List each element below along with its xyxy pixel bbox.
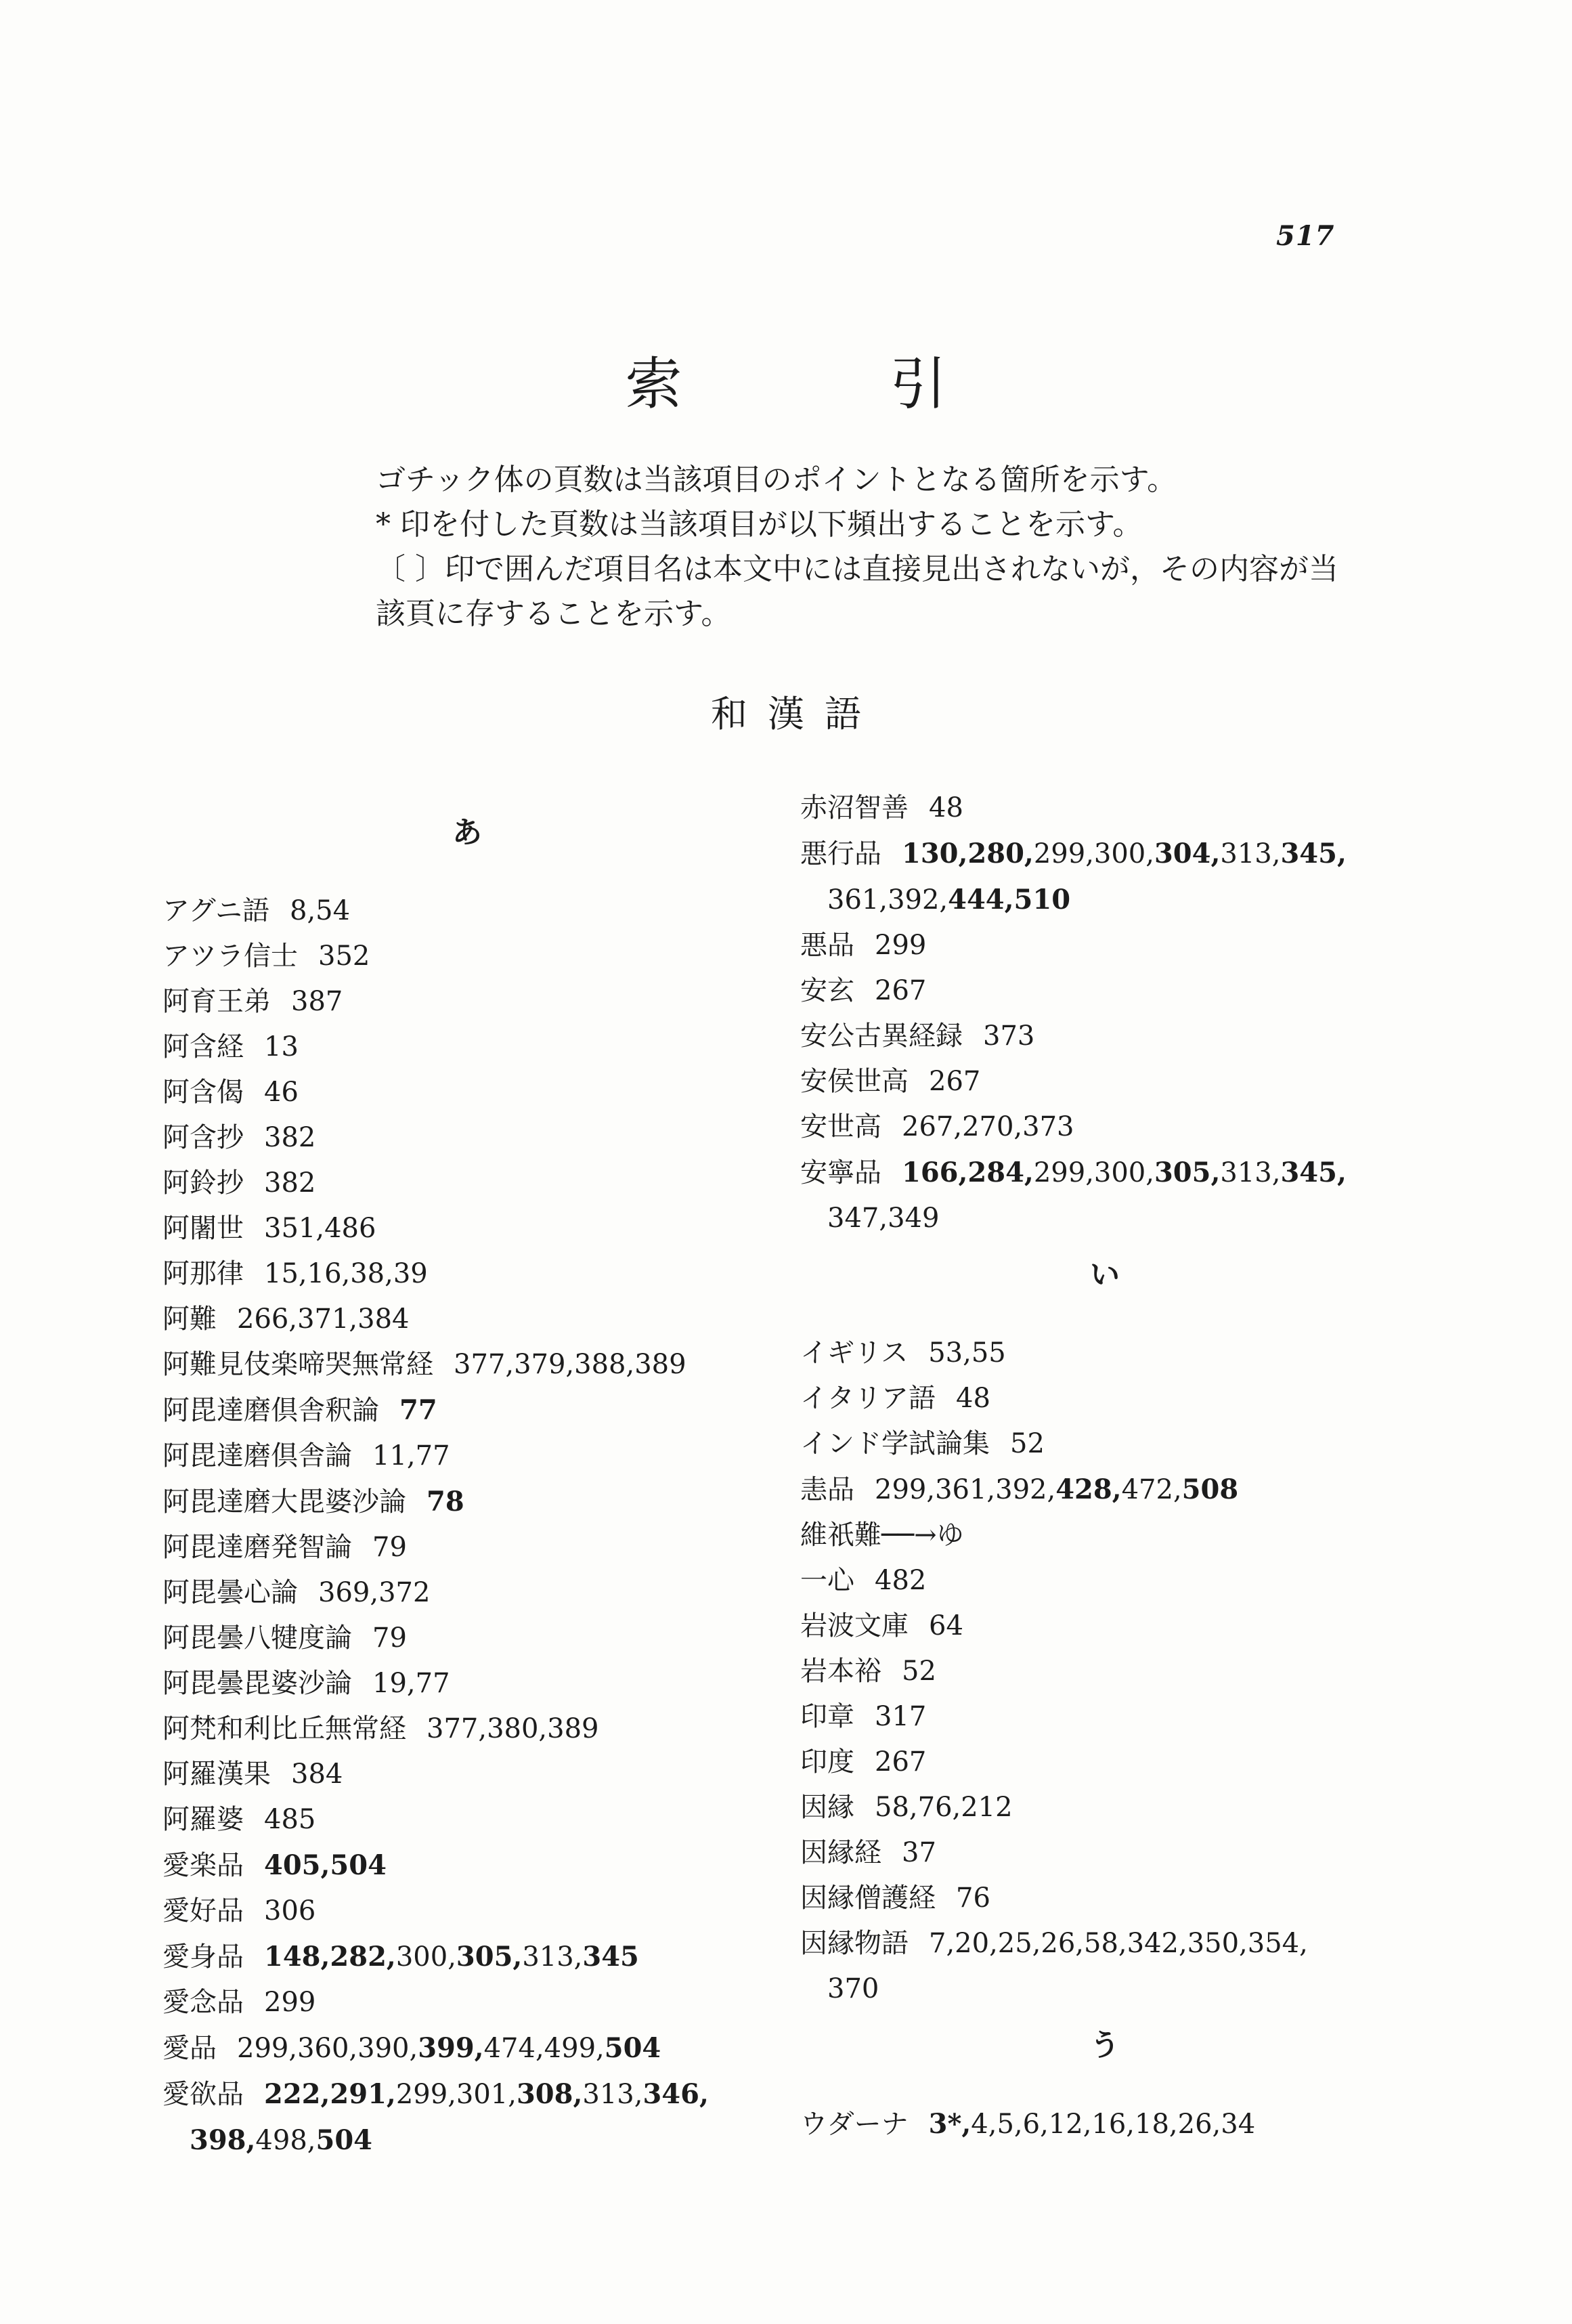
entry-term: 愛身品: [162, 1941, 244, 1973]
index-entry: [162, 1889, 772, 1934]
index-entry: [162, 1297, 772, 1342]
page-ref: 373: [983, 1020, 1035, 1052]
entry-term: 岩本裕: [800, 1656, 881, 1687]
index-column-left: [162, 799, 772, 2164]
index-entry: [162, 1843, 772, 1889]
entry-term: 阿毘曇心論: [162, 1577, 298, 1608]
index-entry: [162, 1616, 772, 1661]
page-ref: 299: [875, 930, 927, 961]
entry-term: イタリア語: [800, 1383, 936, 1414]
page-ref: 19,77: [372, 1668, 450, 1699]
page-ref: 317: [875, 1701, 927, 1732]
page-ref: 48: [956, 1383, 990, 1414]
index-entry: [800, 2101, 1410, 2147]
index-entry: [800, 1830, 1410, 1876]
entry-term: 因縁経: [800, 1837, 881, 1868]
page-ref: 382: [264, 1167, 316, 1199]
entry-term: 阿羅婆: [162, 1804, 244, 1835]
index-entry: [800, 1331, 1410, 1376]
page-ref: 313,: [522, 1941, 583, 1973]
index-entry: [162, 1161, 772, 1206]
index-entry: [162, 1387, 772, 1434]
page-ref-bold: 504: [315, 2124, 372, 2156]
index-entry: [162, 1342, 772, 1387]
entry-term: 阿那律: [162, 1258, 244, 1289]
index-entry: [162, 1980, 772, 2025]
entry-term: 阿毘曇毘婆沙論: [162, 1668, 352, 1699]
page-ref-bold: 398,: [190, 2124, 256, 2156]
entry-term: 愛楽品: [162, 1850, 244, 1881]
entry-term: 愛欲品: [162, 2079, 244, 2110]
page-ref: 64: [929, 1610, 963, 1641]
index-entry: [800, 1376, 1410, 1421]
page-ref: 369,372: [318, 1577, 431, 1608]
page-ref-bold: 78: [427, 1486, 464, 1518]
index-entry: [162, 1434, 772, 1479]
index-column-right: [800, 786, 1410, 2147]
page-ref-bold: 345,: [1280, 838, 1347, 869]
index-entry: [800, 1740, 1410, 1785]
page-ref: 299,360,390,: [237, 2033, 418, 2064]
page-ref: 52: [1010, 1428, 1045, 1459]
page-ref-bold: 346,: [642, 2078, 709, 2110]
index-entry: [800, 1604, 1410, 1649]
entry-term: 阿毘達磨発智論: [162, 1532, 352, 1563]
entry-term: 阿闍世: [162, 1213, 244, 1244]
page-ref: 472,: [1121, 1474, 1182, 1505]
entry-term: 安世高: [800, 1111, 881, 1142]
entry-term: アツラ信士: [162, 941, 298, 972]
entry-term: ウダーナ: [800, 2109, 909, 2140]
page-ref: 347,349: [827, 1203, 940, 1234]
entry-term: 愛念品: [162, 1987, 244, 2018]
page-ref: 15,16,38,39: [264, 1258, 428, 1289]
page-ref: 267: [875, 975, 927, 1006]
index-entry: [162, 1115, 772, 1161]
kana-heading: う: [1090, 2028, 1120, 2063]
entry-term: 阿含経: [162, 1031, 244, 1062]
index-entry: [162, 888, 772, 934]
index-entry: [800, 923, 1410, 968]
page-ref: 7,20,25,26,58,342,350,354,: [929, 1928, 1308, 1959]
entry-term: 維祇難──→ゆ: [800, 1520, 964, 1551]
page-ref: 299: [264, 1987, 316, 2018]
page-ref: 11,77: [372, 1440, 450, 1471]
page-ref: 4,5,6,12,16,18,26,34: [971, 2109, 1256, 2140]
page-ref-bold: 444,510: [948, 884, 1071, 916]
page-ref: 299,361,392,: [875, 1474, 1056, 1505]
page-ref-bold: 304,: [1154, 838, 1221, 869]
entry-term: 阿毘曇八犍度論: [162, 1622, 352, 1654]
page-ref: 37: [902, 1837, 936, 1868]
page-ref: 299,300,: [1033, 838, 1154, 869]
index-entry: [800, 1421, 1410, 1467]
index-entry: [800, 1785, 1410, 1830]
kana-heading: い: [1090, 1257, 1120, 1292]
note-line: ゴチック体の頁数は当該項目のポイントとなる箇所を示す。: [376, 462, 1177, 497]
entry-term: 阿含抄: [162, 1122, 244, 1153]
index-entry-continuation: [800, 1966, 1410, 2012]
index-entry: [162, 1797, 772, 1843]
page-ref: 267,270,373: [902, 1111, 1074, 1142]
page-ref-bold: 3*,: [928, 2108, 971, 2140]
entry-term: 一心: [800, 1565, 854, 1596]
page-ref-bold: 222,291,: [264, 2078, 396, 2110]
page-ref: 266,371,384: [237, 1304, 410, 1335]
page-ref: 485: [264, 1804, 316, 1835]
entry-term: 阿難: [162, 1304, 217, 1335]
page-ref: 13: [264, 1031, 299, 1062]
entry-term: 因縁物語: [800, 1928, 909, 1959]
index-entry: [800, 1921, 1410, 1966]
page-title: 索 引: [625, 351, 1042, 417]
page-ref: 8,54: [290, 895, 351, 926]
page-ref: 52: [902, 1656, 936, 1687]
index-entry: [800, 1059, 1410, 1104]
page-ref-bold: 345,: [1280, 1157, 1347, 1188]
page-ref-bold: 405,504: [264, 1849, 387, 1881]
index-entry: [800, 1558, 1410, 1604]
entry-term: 悪行品: [800, 838, 881, 869]
page-ref: 46: [264, 1077, 299, 1108]
index-entry: [162, 2025, 772, 2071]
page-ref: 79: [372, 1622, 407, 1654]
entry-term: 安公古異経録: [800, 1020, 963, 1052]
index-entry: [162, 1070, 772, 1115]
entry-term: 印度: [800, 1746, 854, 1778]
page-ref: 474,499,: [483, 2033, 605, 2064]
entry-term: インド学試論集: [800, 1428, 990, 1459]
kana-heading: あ: [452, 815, 482, 850]
entry-term: 阿羅漢果: [162, 1759, 271, 1790]
index-entry: [800, 1104, 1410, 1150]
page-ref: 382: [264, 1122, 316, 1153]
page-ref-bold: 399,: [418, 2032, 484, 2064]
page-ref: 313,: [1220, 1157, 1281, 1188]
entry-term: 阿毘達磨大毘婆沙論: [162, 1486, 406, 1518]
index-entry: [800, 1513, 1410, 1558]
page-ref-bold: 166,284,: [902, 1157, 1034, 1188]
entry-term: 阿梵和利比丘無常経: [162, 1713, 406, 1744]
index-entry: [162, 1251, 772, 1297]
explanatory-notes: [376, 458, 1344, 637]
index-entry: [800, 1876, 1410, 1921]
page-ref: 498,: [255, 2125, 316, 2156]
page-ref-bold: 77: [399, 1394, 437, 1426]
index-entry-continuation: [800, 1196, 1410, 1241]
index-entry: [162, 1570, 772, 1616]
entry-term: 悪品: [800, 930, 854, 961]
index-entry: [800, 831, 1410, 877]
page-ref: 306: [264, 1895, 316, 1927]
index-entry: [800, 1150, 1410, 1196]
index-entry: [162, 1752, 772, 1797]
page-ref: 377,379,388,389: [454, 1349, 686, 1380]
page-ref-bold: 305,: [1154, 1157, 1221, 1188]
page-ref: 387: [291, 986, 343, 1017]
page-ref: 377,380,389: [427, 1713, 599, 1744]
page-ref-bold: 148,282,: [264, 1941, 396, 1973]
index-entry: [800, 1014, 1410, 1059]
entry-term: イギリス: [800, 1337, 909, 1369]
page-ref: 384: [291, 1759, 343, 1790]
page-ref: 370: [827, 1973, 879, 2004]
page-ref: 313,: [582, 2079, 643, 2110]
index-entry: [162, 1934, 772, 1980]
entry-term: 安侯世高: [800, 1066, 909, 1097]
entry-term: 安玄: [800, 975, 854, 1006]
page-ref-bold: 508: [1181, 1473, 1239, 1505]
page-number: 517: [1276, 220, 1335, 252]
page-ref: 53,55: [928, 1337, 1006, 1369]
index-entry: [800, 1467, 1410, 1513]
page-ref-bold: 308,: [516, 2078, 583, 2110]
entry-term: 阿鈴抄: [162, 1167, 244, 1199]
index-entry: [162, 1206, 772, 1251]
entry-term: 岩波文庫: [800, 1610, 909, 1641]
page-ref-bold: 345: [582, 1941, 639, 1973]
index-entry: [162, 2071, 772, 2117]
index-entry: [162, 1525, 772, 1570]
entry-term: 阿育王弟: [162, 986, 271, 1017]
entry-term: 安寧品: [800, 1157, 881, 1188]
index-entry-continuation: [800, 877, 1410, 923]
entry-term: 愛品: [162, 2033, 217, 2064]
entry-term: 阿含偈: [162, 1077, 244, 1108]
index-entry: [162, 1025, 772, 1070]
section-title: 和漢語: [711, 693, 881, 735]
page-ref: 300,: [395, 1941, 456, 1973]
index-entry: [800, 1649, 1410, 1694]
entry-term: 因縁: [800, 1792, 854, 1823]
page-ref: 76: [956, 1882, 990, 1914]
note-line: 〔 〕印で囲んだ項目名は本文中には直接見出されないが，その内容が当: [376, 552, 1338, 586]
index-entry: [162, 1479, 772, 1525]
page-ref: 352: [318, 941, 370, 972]
page-ref: 313,: [1220, 838, 1281, 869]
page-ref: 79: [372, 1532, 407, 1563]
entry-term: アグニ語: [162, 895, 269, 926]
page-ref: 48: [929, 792, 963, 823]
index-entry: [162, 979, 772, 1025]
page-ref: 299,300,: [1033, 1157, 1154, 1188]
entry-term: 印章: [800, 1701, 854, 1732]
page-ref: 58,76,212: [875, 1792, 1013, 1823]
note-line: 該頁に存することを示す。: [376, 597, 731, 631]
page-ref: 267: [875, 1746, 927, 1778]
page-ref: 361,392,: [827, 884, 948, 916]
page-ref-bold: 130,280,: [902, 838, 1034, 869]
index-entry: [800, 968, 1410, 1014]
page-ref: 299,301,: [395, 2079, 517, 2110]
page-ref: 267: [929, 1066, 981, 1097]
entry-term: 阿毘達磨倶舎論: [162, 1440, 352, 1471]
note-line: * 印を付した頁数は当該項目が以下頻出することを示す。: [376, 507, 1143, 542]
entry-term: 阿難見伎楽啼哭無常経: [162, 1349, 433, 1380]
page-ref-bold: 428,: [1055, 1473, 1122, 1505]
entry-term: 赤沼智善: [800, 792, 909, 823]
entry-term: 愛好品: [162, 1895, 244, 1927]
entry-term: 阿毘達磨倶舎釈論: [162, 1395, 379, 1426]
page-ref-bold: 305,: [456, 1941, 523, 1973]
page-ref: 351,486: [264, 1213, 376, 1244]
index-entry: [162, 1706, 772, 1752]
index-entry: [162, 934, 772, 979]
index-entry: [800, 1694, 1410, 1740]
index-entry: [162, 1661, 772, 1706]
index-entry-continuation: [162, 2117, 772, 2164]
page-ref: 482: [875, 1565, 927, 1596]
entry-term: 恚品: [800, 1474, 854, 1505]
page-ref-bold: 504: [604, 2032, 661, 2064]
entry-term: 因縁僧護経: [800, 1882, 936, 1914]
index-entry: [800, 786, 1410, 831]
